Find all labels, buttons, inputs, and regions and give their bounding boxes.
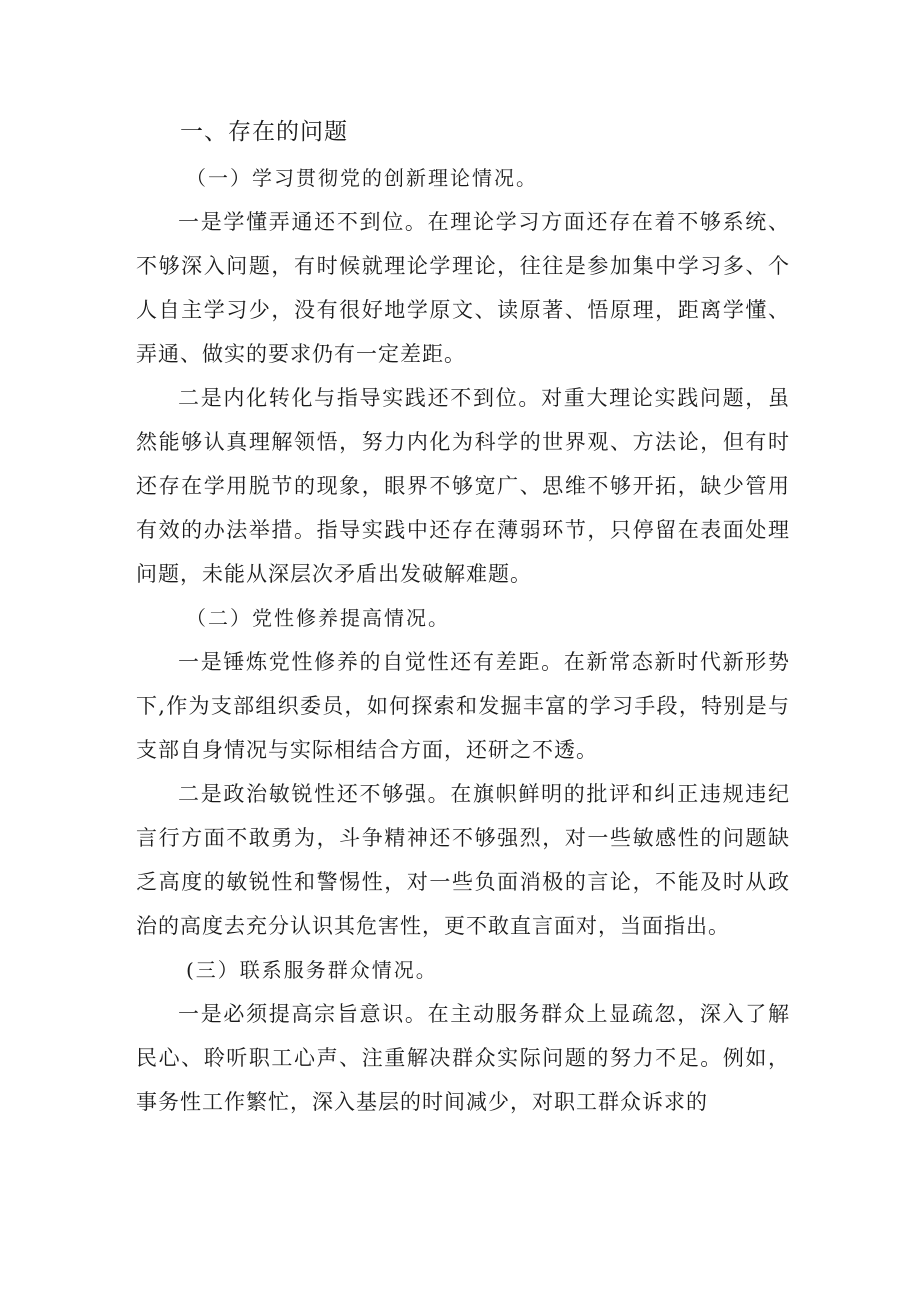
section-heading: 一、存在的问题: [180, 119, 348, 145]
paragraph: 一是锤炼党性修养的自觉性还有差距。在新常态新时代新形势下,作为支部组织委员，如何探索和发掘丰富的学习手段，特别是与支部自身情况与实际相结合方面，还研之不透。: [136, 650, 790, 762]
paragraph: 一是必须提高宗旨意识。在主动服务群众上显疏忽，深入了解民心、聆听职工心声、注重解决群众实际问题的努力不足。例如，事务性工作繁忙，深入基层的时间减少，对职工群众诉求的: [136, 1002, 790, 1114]
paragraph: 一是学懂弄通还不到位。在理论学习方面还存在着不够系统、不够深入问题，有时候就理论学理论，往往是参加集中学习多、个人自主学习少，没有很好地学原文、读原著、悟原理，距离学懂、弄通、做实的要求仍有一定差距。: [136, 210, 790, 366]
subsection-title-1: （一）学习贯彻党的创新理论情况。: [186, 166, 538, 190]
document-body: [136, 112, 790, 1124]
paragraph: 二是政治敏锐性还不够强。在旗帜鲜明的批评和纠正违规违纪言行方面不敢勇为，斗争精神还不够强烈，对一些敏感性的问题缺乏高度的敏锐性和警惕性，对一些负面消极的言论，不能及时从政治的高度去充分认识其危害性，更不敢直言面对，当面指出。: [136, 782, 790, 938]
subsection-title-3: (三）联系服务群众情况。: [186, 958, 438, 982]
subsection-title-2: （二）党性修养提高情况。: [186, 606, 450, 630]
paragraph: 二是内化转化与指导实践还不到位。对重大理论实践问题，虽然能够认真理解领悟，努力内化为科学的世界观、方法论，但有时还存在学用脱节的现象，眼界不够宽广、思维不够开拓，缺少管用有效的办法举措。指导实践中还存在薄弱环节，只停留在表面处理问题，未能从深层次矛盾出发破解难题。: [136, 386, 790, 586]
